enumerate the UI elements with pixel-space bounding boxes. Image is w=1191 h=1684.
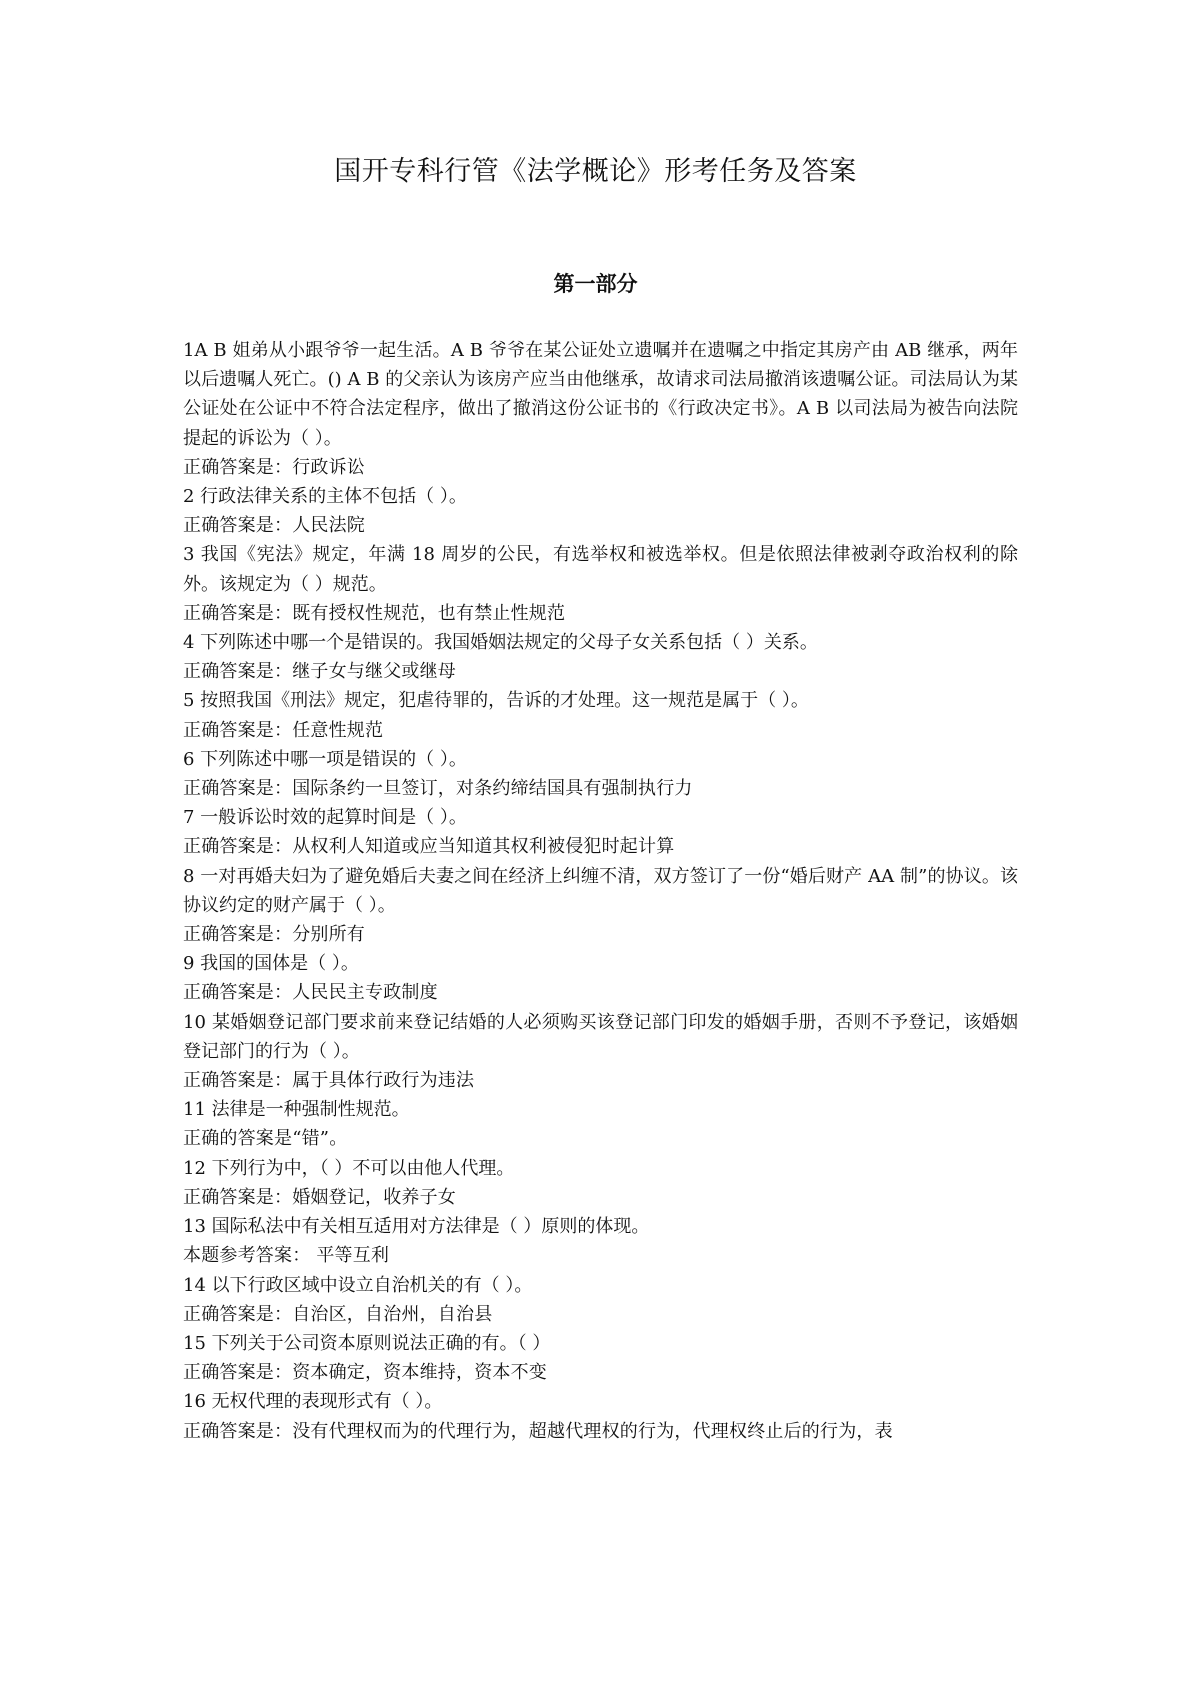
answer-text: 正确答案是：自治区，自治州，自治县 <box>183 1303 493 1325</box>
answer-text: 正确答案是：婚姻登记，收养子女 <box>183 1186 456 1208</box>
question-text: 8 一对再婚夫妇为了避免婚后夫妻之间在经济上纠缠不清，双方签订了一份“婚后财产 AA 制”的协议。该协议约定的财产属于（ ）。 <box>183 865 1018 916</box>
question-text: 10 某婚姻登记部门要求前来登记结婚的人必须购买该登记部门印发的婚姻手册，否则不予登记，该婚姻登记部门的行为（ ）。 <box>183 1011 1018 1062</box>
question-text: 5 按照我国《刑法》规定，犯虐待罪的，告诉的才处理。这一规范是属于（ ）。 <box>183 690 809 712</box>
question-text: 13 国际私法中有关相互适用对方法律是（ ）原则的体现。 <box>183 1216 650 1238</box>
document-title: 国开专科行管《法学概论》形考任务及答案 <box>334 156 857 187</box>
answer-text: 正确答案是：分别所有 <box>183 924 365 946</box>
document-body <box>183 336 1018 1446</box>
section-title: 第一部分 <box>553 272 638 296</box>
question-text: 2 行政法律关系的主体不包括（ ）。 <box>183 486 467 508</box>
question-text: 1A B 姐弟从小跟爷爷一起生活。A B 爷爷在某公证处立遗嘱并在遗嘱之中指定其房产由 AB 继承，两年以后遗嘱人死亡。() A B 的父亲认为该房产应当由他继承，故请求司法局撤消该遗嘱公证。司法局认为某公证处在公证中不符合法定程序，做出了撤消这份公证书的《行政决定书》。A B 以司法局为被告向法院提起的诉讼为（ ）。 <box>183 340 1018 449</box>
answer-text: 正确答案是：任意性规范 <box>183 719 384 741</box>
answer-text: 正确答案是：没有代理权而为的代理行为，超越代理权的行为，代理权终止后的行为，表 <box>183 1420 893 1442</box>
answer-text: 正确答案是：既有授权性规范，也有禁止性规范 <box>183 602 566 624</box>
answer-text: 正确答案是：继子女与继父或继母 <box>183 661 456 683</box>
question-text: 16 无权代理的表现形式有（ ）。 <box>183 1391 443 1413</box>
question-text: 15 下列关于公司资本原则说法正确的有。（ ） <box>183 1332 551 1354</box>
question-text: 4 下列陈述中哪一个是错误的。我国婚姻法规定的父母子女关系包括（ ）关系。 <box>183 632 818 654</box>
question-text: 3 我国《宪法》规定，年满 18 周岁的公民，有选举权和被选举权。但是依照法律被剥夺政治权利的除外。该规定为（ ）规范。 <box>183 544 1018 595</box>
answer-text: 正确答案是：从权利人知道或应当知道其权利被侵犯时起计算 <box>183 836 675 858</box>
answer-text: 正确答案是：属于具体行政行为违法 <box>183 1070 475 1092</box>
answer-text: 本题参考答案： 平等互利 <box>183 1245 390 1267</box>
answer-text: 正确答案是：人民民主专政制度 <box>183 982 438 1004</box>
question-text: 11 法律是一种强制性规范。 <box>183 1099 410 1121</box>
question-text: 12 下列行为中，（ ）不可以由他人代理。 <box>183 1157 515 1179</box>
answer-text: 正确答案是：行政诉讼 <box>183 456 365 478</box>
answer-text: 正确的答案是“错”。 <box>183 1128 348 1150</box>
question-text: 14 以下行政区域中设立自治机关的有（ ）。 <box>183 1274 533 1296</box>
answer-text: 正确答案是：人民法院 <box>183 515 365 537</box>
question-text: 7 一般诉讼时效的起算时间是（ ）。 <box>183 807 467 829</box>
question-text: 6 下列陈述中哪一项是错误的（ ）。 <box>183 748 467 770</box>
question-text: 9 我国的国体是（ ）。 <box>183 953 359 975</box>
answer-text: 正确答案是：资本确定，资本维持，资本不变 <box>183 1362 547 1384</box>
answer-text: 正确答案是：国际条约一旦签订，对条约缔结国具有强制执行力 <box>183 778 693 800</box>
